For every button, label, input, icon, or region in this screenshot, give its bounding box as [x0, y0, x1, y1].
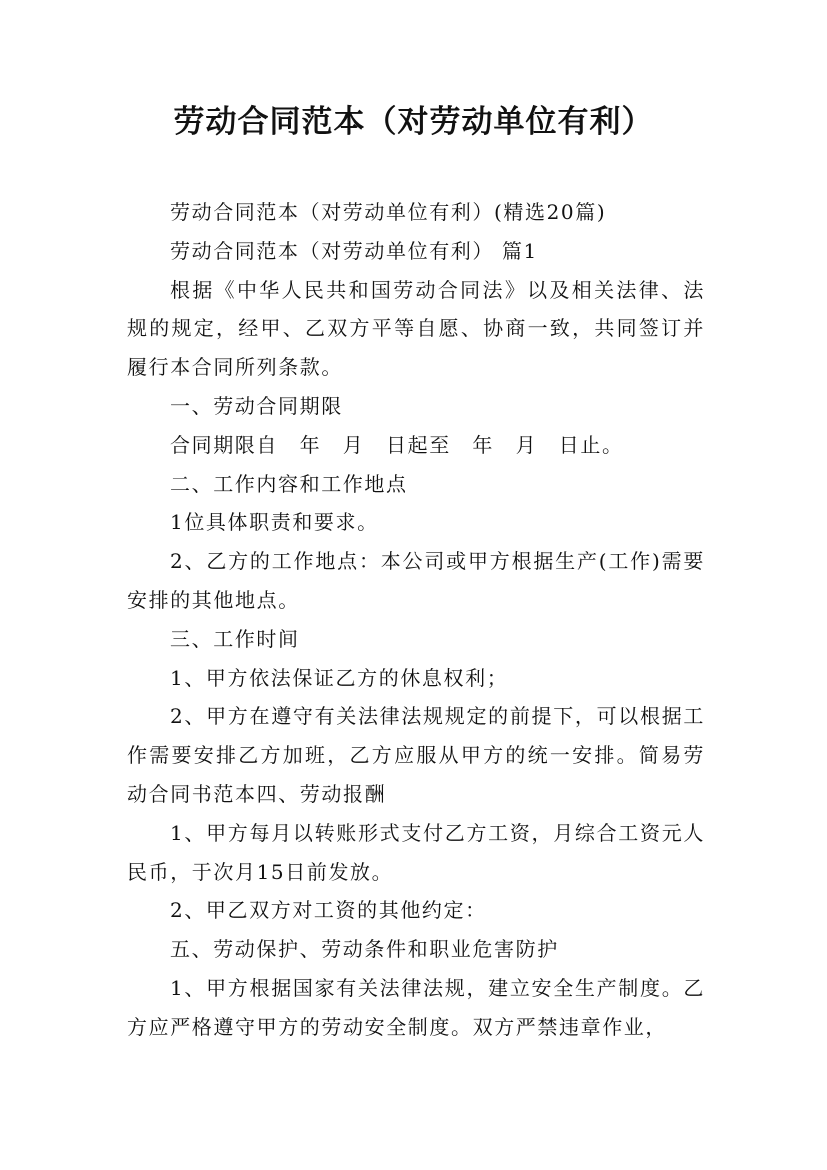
document-body	[127, 193, 705, 1047]
document-title: 劳动合同范本（对劳动单位有利）	[173, 104, 654, 140]
paragraph-8: 2、乙方的工作地点：本公司或甲方根据生产(工作)需要安排的其他地点。	[127, 549, 705, 612]
paragraph-10: 1、甲方依法保证乙方的休息权利；	[170, 665, 509, 690]
paragraph-1: 劳动合同范本（对劳动单位有利）(精选20篇)	[170, 200, 607, 224]
paragraph-2: 劳动合同范本（对劳动单位有利） 篇1	[170, 238, 538, 263]
paragraph-6: 二、工作内容和工作地点	[170, 471, 408, 496]
paragraph-13: 2、甲乙双方对工资的其他约定：	[170, 898, 487, 923]
paragraph-7: 1位具体职责和要求。	[170, 510, 379, 535]
paragraph-5: 合同期限自 年 月 日起至 年 月 日止。	[170, 432, 624, 457]
paragraph-11: 2、甲方在遵守有关法律法规规定的前提下，可以根据工作需要安排乙方加班，乙方应服从甲方的统一安排。简易劳动合同书范本四、劳动报酬	[127, 704, 705, 806]
paragraph-4: 一、劳动合同期限	[170, 393, 343, 418]
paragraph-15: 1、甲方根据国家有关法律法规，建立安全生产制度。乙方应严格遵守甲方的劳动安全制度。双方严禁违章作业，	[127, 975, 705, 1039]
paragraph-3: 根据《中华人民共和国劳动合同法》以及相关法律、法规的规定，经甲、乙双方平等自愿、协商一致，共同签订并履行本合同所列条款。	[127, 277, 705, 380]
paragraph-9: 三、工作时间	[170, 626, 300, 651]
paragraph-14: 五、劳动保护、劳动条件和职业危害防护	[170, 937, 559, 962]
paragraph-12: 1、甲方每月以转账形式支付乙方工资，月综合工资元人民币，于次月15日前发放。	[127, 820, 705, 884]
